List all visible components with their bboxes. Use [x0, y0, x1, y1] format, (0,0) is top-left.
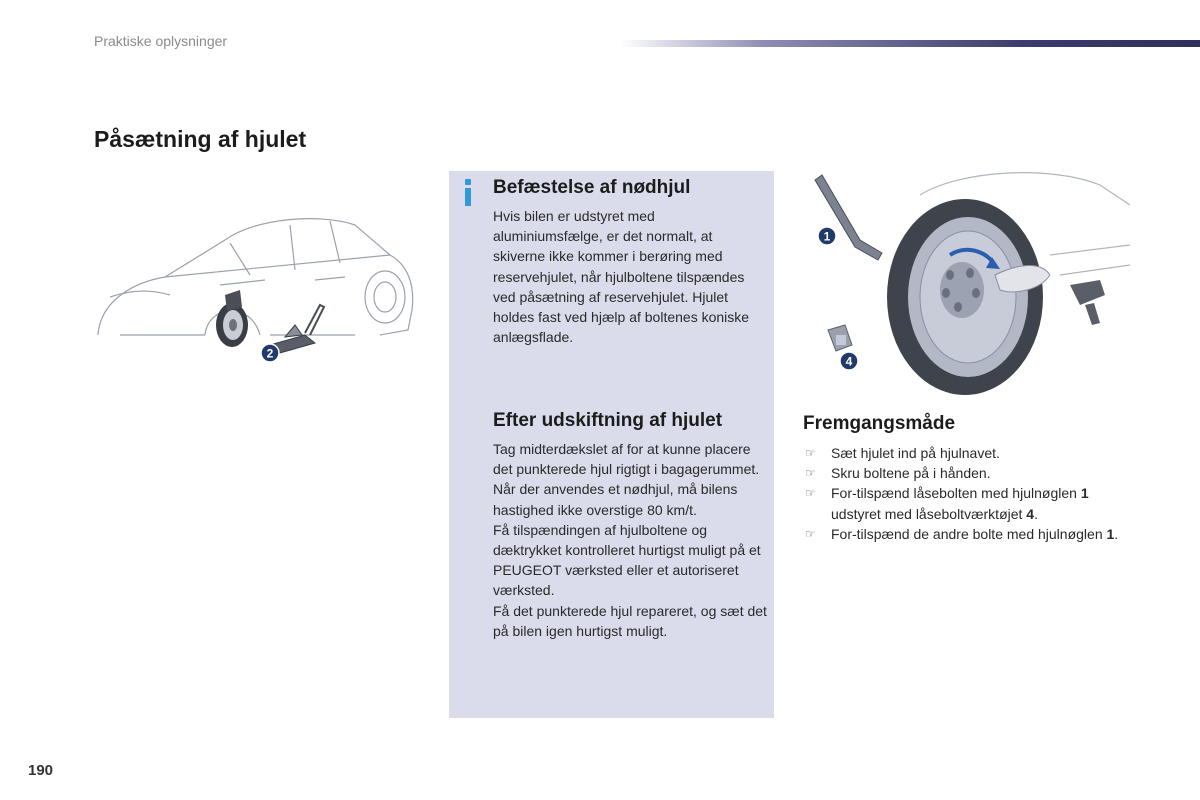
callout-2-badge [261, 344, 279, 362]
info-paragraph: Når der anvendes et nødhjul, må bilens hastighed ikke overstige 80 km/t. [493, 481, 738, 518]
pointing-hand-icon: ☞ [805, 466, 816, 481]
procedure-steps [803, 443, 1123, 544]
callout-1-label: 1 [823, 229, 831, 244]
car-jack-illustration [90, 185, 420, 375]
info-heading-spare-wheel: Befæstelse af nødhjul [493, 177, 691, 198]
callout-1-badge [818, 227, 836, 245]
pointing-hand-icon: ☞ [805, 486, 816, 501]
callout-2-label: 2 [266, 346, 274, 361]
info-paragraph: Tag midterdækslet af for at kunne placere det punkterede hjul rigtigt i bagagerummet. [493, 441, 760, 478]
page-title: Påsætning af hjulet [94, 126, 307, 152]
pointing-hand-icon: ☞ [805, 526, 816, 541]
info-paragraph: Få det punkterede hjul repareret, og sæt det på bilen igen hurtigst muligt. [493, 602, 767, 639]
info-icon [462, 179, 476, 207]
info-paragraph: Hvis bilen er udstyret med aluminiumsfælge, er det normalt, at skiverne ikke kommer i berøring med reservehjulet, når hjulboltene tilspændes ved påsætning af reservehjulet. Hjulet holdes fast ved hjælp af boltenes koniske anlægsflade. [493, 208, 750, 346]
section-header: Praktiske oplysninger [94, 33, 228, 49]
header-bar [620, 40, 1200, 47]
procedure-step: ☞ For-tilspænd låsebolten med hjulnøglen 1 udstyret med låseboltværktøjet 4. [805, 485, 1089, 522]
info-box [449, 171, 774, 718]
procedure-step: ☞ Skru boltene på i hånden. [803, 463, 1123, 483]
procedure-step: ☞ For-tilspænd de andre bolte med hjulnøglen 1. [803, 524, 1123, 544]
info-paragraph: Få tilspændingen af hjulboltene og dæktrykket kontrolleret hurtigst muligt på et PEUGEOT værksted eller et autoriseret værksted. [493, 521, 761, 599]
procedure-step: ☞ Sæt hjulet ind på hjulnavet. [803, 443, 1123, 463]
page-number: 190 [28, 762, 54, 779]
info-text-spare-wheel [493, 206, 768, 347]
procedure-title: Fremgangsmåde [803, 413, 956, 434]
callout-4-label: 4 [845, 354, 853, 369]
info-text-after-change [493, 439, 768, 641]
wheel-wrench-illustration [800, 165, 1130, 405]
info-heading-after-change: Efter udskiftning af hjulet [493, 410, 723, 431]
callout-4-badge [840, 352, 858, 370]
pointing-hand-icon: ☞ [805, 446, 816, 460]
